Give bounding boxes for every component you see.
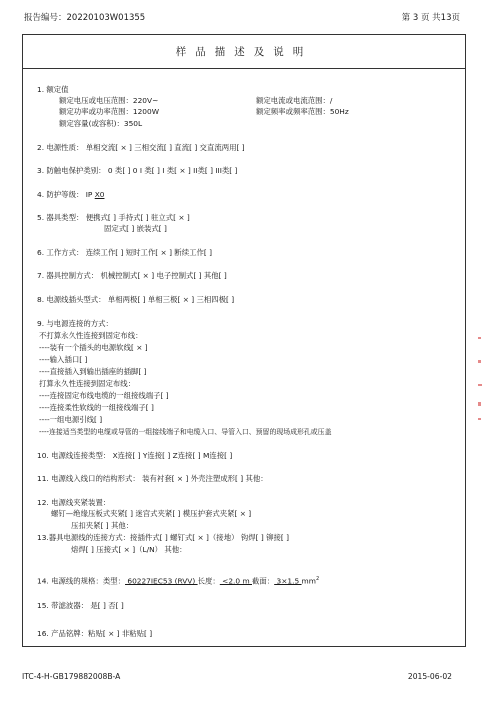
item-9-line-2: ----装有一个插头的电源软线[ × ] <box>39 343 148 352</box>
item-7-control-mode: 7. 器具控制方式： 机械控制式[ × ] 电子控制式[ ] 其他[ ] <box>37 271 227 280</box>
item-12-heading: 12. 电源线夹紧装置： <box>37 498 111 507</box>
item-9-line-9: ----连接适当类型的电缆或导管的一组接线端子和电缆入口、导管入口、预留的现场成形孔或压盖 <box>39 428 332 436</box>
item-14-section-label: 截面： <box>252 576 275 586</box>
item-12-line-1: 螺钉—绝缘压板式夹紧[ ] 迷宫式夹紧[ ] 模压护套式夹紧[ × ] <box>51 509 252 518</box>
section-title: 样品描述及说明 <box>175 46 313 58</box>
item-9-line-6: ----连接固定布线电缆的一组接线端子[ ] <box>39 391 169 400</box>
item-14-unit-sup: 2 <box>315 576 320 582</box>
item-9-line-5: 打算永久性连接到固定布线： <box>39 379 136 388</box>
item-2-power-supply: 2. 电源性质： 单相交流[ × ] 三相交流[ ] 直流[ ] 交直流两用[ ] <box>37 143 245 152</box>
item-11-cord-entry: 11. 电源线入线口的结构形式： 装有衬套[ × ] 外壳注塑成形[ ] 其他： <box>37 474 268 483</box>
item-9-line-3: ----输入插口[ ] <box>39 355 88 364</box>
title-band <box>23 35 465 69</box>
page-number: 第 3 页 共13页 <box>401 13 460 23</box>
item-14-section: 3×1.5 <box>274 576 302 586</box>
form-date: 2015-06-02 <box>407 672 452 681</box>
item-14-unit: mm <box>301 576 316 586</box>
item-12-line-2: 压扣夹紧[ ] 其他： <box>71 521 134 530</box>
item-9-line-8: ----一组电源引线[ ] <box>39 415 103 424</box>
document-frame <box>22 34 466 647</box>
item-13-connection-method: 13.器具电源线的连接方式：接插件式[ ] 螺钉式[ × ]（接地） 钩焊[ ] 铆接[ ] <box>37 533 289 542</box>
item-10-connection-type: 10. 电源线连接类型： X连接[ ] Y连接[ ] Z连接[ ] M连接[ ] <box>37 451 233 460</box>
item-8-plug-type: 8. 电源线插头型式： 单相两极[ ] 单相三极[ × ] 三相四极[ ] <box>37 295 235 304</box>
item-9-heading: 9. 与电源连接的方式： <box>37 319 113 328</box>
item-5-appliance-type: 5. 器具类型： 便携式[ ] 手持式[ ] 驻立式[ × ] <box>37 213 190 222</box>
item-4-label: 4. 防护等级： IP <box>37 190 95 199</box>
item-14-prefix: 14. 电源线的规格：类型： <box>37 576 126 586</box>
item-14-cord-type: 60227IEC53 (RVV) <box>125 576 198 586</box>
item-1-rated-capacity: 额定容量(或容积)：350L <box>59 119 143 128</box>
item-6-operation-mode: 6. 工作方式： 连续工作[ ] 短时工作[ × ] 断续工作[ ] <box>37 248 212 257</box>
item-1-rated-power: 额定功率或功率范围：1200W <box>59 107 160 116</box>
item-3-protection-class: 3. 防触电保护类别： 0 类[ ] 0 I 类[ ] I 类[ × ] II类[ ] III类[ ] <box>37 166 238 175</box>
report-number: 报告编号：20220103W01355 <box>24 13 146 23</box>
item-9-line-4: ----直接插入到输出插座的插脚[ ] <box>39 367 147 376</box>
item-4-ip-rating <box>37 190 104 200</box>
item-4-value: X0 <box>94 190 105 199</box>
item-1-heading: 1. 额定值 <box>37 85 69 94</box>
item-15-filter: 15. 带滤波器： 是[ ] 否[ ] <box>37 601 124 610</box>
item-13-line-2: 熔焊[ ] 压接式[ × ]（L/N） 其他： <box>71 545 187 554</box>
item-14-cord-spec <box>37 574 319 586</box>
item-1-rated-frequency: 额定频率或频率范围：50Hz <box>256 107 349 116</box>
form-code: ITC-4-H-GB179882008B-A <box>22 672 121 681</box>
item-5-appliance-type-row2: 固定式[ ] 嵌装式[ ] <box>104 224 167 233</box>
item-1-rated-current: 额定电流或电流范围：/ <box>256 96 333 105</box>
item-14-length: <2.0 m <box>219 576 252 586</box>
item-9-line-7: ----连接柔性软线的一组接线端子[ ] <box>39 403 154 412</box>
item-1-rated-voltage: 额定电压或电压范围：220V~ <box>59 96 159 105</box>
item-9-line-1: 不打算永久性连接到固定布线： <box>39 331 143 340</box>
item-16-nameplate: 16. 产品铭牌：粘贴[ × ] 非粘贴[ ] <box>37 629 153 638</box>
item-14-length-label: 长度： <box>197 576 220 586</box>
